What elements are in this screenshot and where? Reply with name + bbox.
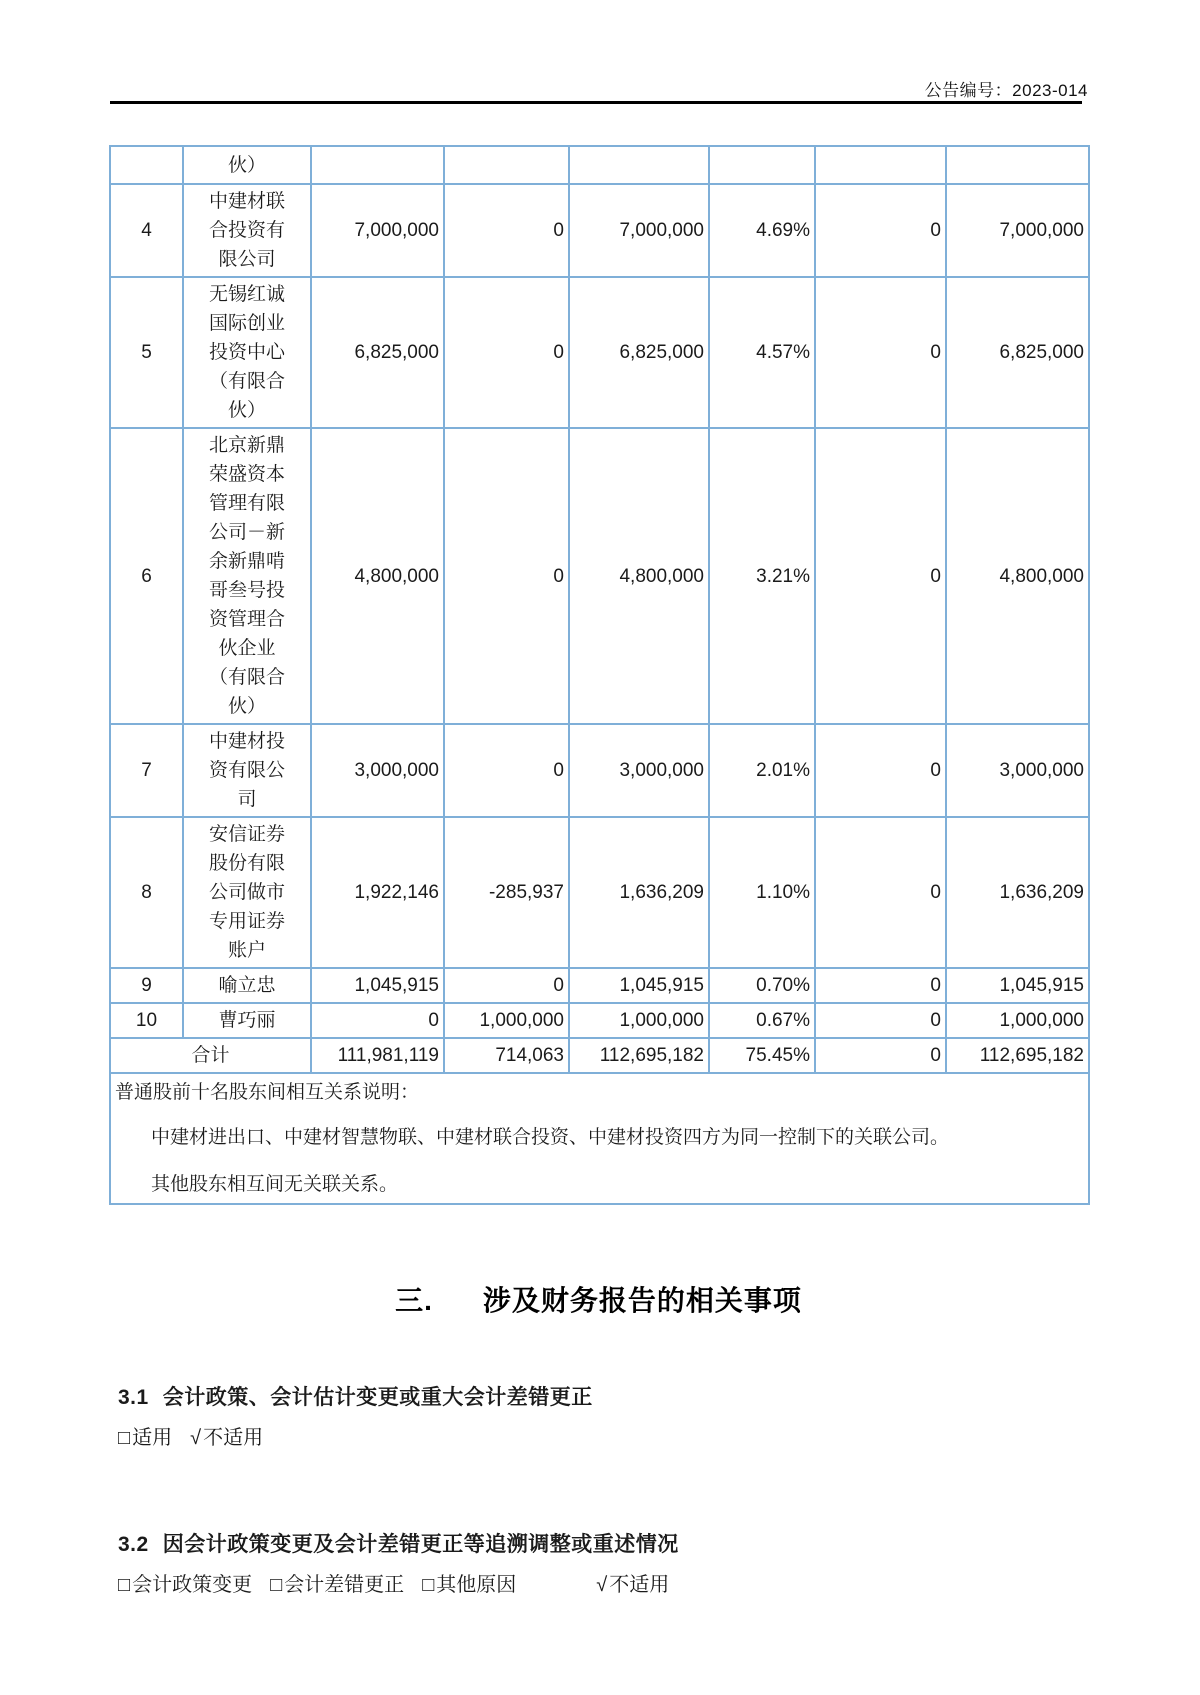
- cell-unrestricted: 6,825,000: [946, 277, 1089, 428]
- table-row-notes: [110, 1073, 1089, 1204]
- table-row-carryover: [110, 146, 1089, 184]
- section-3-2-title: 因会计政策变更及会计差错更正等追溯调整或重述情况: [162, 1533, 679, 1556]
- cell-empty: [444, 146, 569, 184]
- cell-pledged: 0: [815, 1003, 946, 1038]
- cell-shares-change: 1,000,000: [444, 1003, 569, 1038]
- table-row-total: [110, 1038, 1089, 1073]
- cell-shareholder-name: 无锡红诚国际创业投资中心（有限合伙）: [183, 277, 311, 428]
- table-row: [110, 968, 1089, 1003]
- option-applicable-label: 适用: [132, 1427, 173, 1449]
- header-rule: [110, 101, 1082, 104]
- option-error-correction-label: 会计差错更正: [284, 1574, 405, 1596]
- cell-shares-begin: 0: [311, 1003, 444, 1038]
- cell-unrestricted: 1,045,915: [946, 968, 1089, 1003]
- cell-shares-change: 0: [444, 724, 569, 817]
- table-row: [110, 428, 1089, 724]
- cell-shares-begin: 7,000,000: [311, 184, 444, 277]
- cell-shareholder-name: 曹巧丽: [183, 1003, 311, 1038]
- cell-empty: [709, 146, 815, 184]
- checkbox-empty-icon: □: [118, 1427, 131, 1449]
- option-applicable: [118, 1421, 172, 1450]
- cell-total-label: 合计: [110, 1038, 311, 1073]
- cell-no: 5: [110, 277, 183, 428]
- cell-total-unrestricted: 112,695,182: [946, 1038, 1089, 1073]
- option-not-applicable: [596, 1568, 669, 1597]
- section-3-2-number: 3.2: [118, 1533, 149, 1556]
- doc-number: 公告编号：2023-014: [924, 81, 1088, 100]
- section-3-1-heading: [118, 1381, 1088, 1411]
- cell-empty: [311, 146, 444, 184]
- cell-pledged: 0: [815, 724, 946, 817]
- option-policy-change: [118, 1568, 252, 1597]
- cell-no: 9: [110, 968, 183, 1003]
- section-3-title: 涉及财务报告的相关事项: [482, 1285, 802, 1316]
- cell-shares-end: 6,825,000: [569, 277, 709, 428]
- relationship-notes-title: 普通股前十名股东间相互关系说明：: [115, 1082, 420, 1103]
- cell-shares-pct: 0.70%: [709, 968, 815, 1003]
- section-3-number: 三.: [395, 1285, 433, 1316]
- cell-unrestricted: 3,000,000: [946, 724, 1089, 817]
- checkbox-empty-icon: □: [270, 1574, 283, 1596]
- cell-unrestricted: 7,000,000: [946, 184, 1089, 277]
- option-error-correction: [270, 1568, 404, 1597]
- checkmark-icon: √: [596, 1574, 608, 1596]
- cell-shares-pct: 0.67%: [709, 1003, 815, 1038]
- cell-total-pledged: 0: [815, 1038, 946, 1073]
- cell-no: [110, 146, 183, 184]
- page-content: [109, 145, 1088, 1597]
- table-row: [110, 1003, 1089, 1038]
- cell-empty: [815, 146, 946, 184]
- cell-total-shares-begin: 111,981,119: [311, 1038, 444, 1073]
- cell-shares-change: -285,937: [444, 817, 569, 968]
- cell-shares-change: 0: [444, 968, 569, 1003]
- cell-empty: [946, 146, 1089, 184]
- cell-shares-pct: 3.21%: [709, 428, 815, 724]
- cell-shareholder-name: 中建材联合投资有限公司: [183, 184, 311, 277]
- option-not-applicable-label: 不适用: [203, 1427, 264, 1449]
- cell-shareholder-name-fragment: 伙）: [183, 146, 311, 184]
- option-policy-change-label: 会计政策变更: [132, 1574, 253, 1596]
- cell-no: 6: [110, 428, 183, 724]
- cell-pledged: 0: [815, 817, 946, 968]
- section-3-2: [118, 1528, 1088, 1597]
- cell-shares-begin: 3,000,000: [311, 724, 444, 817]
- section-3-1-options: [118, 1421, 1088, 1450]
- cell-unrestricted: 1,000,000: [946, 1003, 1089, 1038]
- section-3-1-number: 3.1: [118, 1386, 149, 1409]
- cell-shareholder-name: 北京新鼎荣盛资本管理有限公司－新余新鼎啃哥叁号投资管理合伙企业（有限合伙）: [183, 428, 311, 724]
- cell-total-shares-pct: 75.45%: [709, 1038, 815, 1073]
- cell-unrestricted: 4,800,000: [946, 428, 1089, 724]
- cell-shares-pct: 2.01%: [709, 724, 815, 817]
- relationship-note-line: 中建材进出口、中建材智慧物联、中建材联合投资、中建材投资四方为同一控制下的关联公司。: [151, 1127, 950, 1148]
- checkbox-empty-icon: □: [118, 1574, 131, 1596]
- relationship-notes-cell: [110, 1073, 1089, 1204]
- cell-no: 8: [110, 817, 183, 968]
- cell-shares-begin: 6,825,000: [311, 277, 444, 428]
- cell-shareholder-name: 喻立忠: [183, 968, 311, 1003]
- cell-shares-end: 3,000,000: [569, 724, 709, 817]
- section-3-1-title: 会计政策、会计估计变更或重大会计差错更正: [162, 1386, 593, 1409]
- cell-empty: [569, 146, 709, 184]
- cell-shares-end: 1,636,209: [569, 817, 709, 968]
- cell-pledged: 0: [815, 277, 946, 428]
- cell-shares-pct: 4.69%: [709, 184, 815, 277]
- checkmark-icon: √: [190, 1427, 202, 1449]
- cell-shares-end: 1,045,915: [569, 968, 709, 1003]
- cell-shareholder-name: 安信证券股份有限公司做市专用证券账户: [183, 817, 311, 968]
- cell-shares-pct: 4.57%: [709, 277, 815, 428]
- cell-shares-change: 0: [444, 277, 569, 428]
- table-row: [110, 184, 1089, 277]
- cell-unrestricted: 1,636,209: [946, 817, 1089, 968]
- option-other-reason-label: 其他原因: [436, 1574, 517, 1596]
- cell-shares-change: 0: [444, 184, 569, 277]
- relationship-note-line: 其他股东相互间无关联关系。: [151, 1174, 399, 1195]
- table-row: [110, 724, 1089, 817]
- cell-shares-begin: 4,800,000: [311, 428, 444, 724]
- cell-shares-end: 7,000,000: [569, 184, 709, 277]
- option-not-applicable-label: 不适用: [609, 1574, 670, 1596]
- cell-shares-end: 1,000,000: [569, 1003, 709, 1038]
- cell-pledged: 0: [815, 428, 946, 724]
- section-3-2-heading: [118, 1528, 1088, 1558]
- cell-pledged: 0: [815, 968, 946, 1003]
- option-other-reason: [422, 1568, 516, 1597]
- cell-shareholder-name: 中建材投资有限公司: [183, 724, 311, 817]
- cell-total-shares-end: 112,695,182: [569, 1038, 709, 1073]
- shareholders-table: [109, 145, 1090, 1205]
- section-3-1: [118, 1381, 1088, 1450]
- section-3-2-options: [118, 1568, 1088, 1597]
- cell-shares-begin: 1,045,915: [311, 968, 444, 1003]
- cell-shares-change: 0: [444, 428, 569, 724]
- section-3-heading: [109, 1279, 1088, 1319]
- cell-total-shares-change: 714,063: [444, 1038, 569, 1073]
- checkbox-empty-icon: □: [422, 1574, 435, 1596]
- cell-shares-pct: 1.10%: [709, 817, 815, 968]
- cell-no: 4: [110, 184, 183, 277]
- table-row: [110, 817, 1089, 968]
- cell-shares-begin: 1,922,146: [311, 817, 444, 968]
- cell-shares-end: 4,800,000: [569, 428, 709, 724]
- cell-no: 7: [110, 724, 183, 817]
- table-row: [110, 277, 1089, 428]
- cell-no: 10: [110, 1003, 183, 1038]
- option-not-applicable: [190, 1421, 263, 1450]
- cell-pledged: 0: [815, 184, 946, 277]
